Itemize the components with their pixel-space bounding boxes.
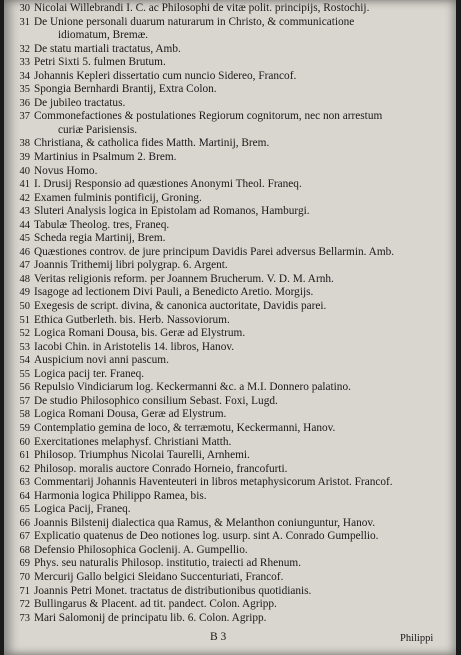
catalogue-entry-continuation [4,29,456,43]
entry-number: 32 [19,43,30,55]
entry-text: curiæ Parisiensis. [58,123,138,136]
entry-text: Johannis Kepleri dissertatio cum nuncio Sidereo, Francof. [34,69,297,82]
entry-number: 72 [19,599,30,611]
catalogue-entry [4,598,456,612]
entry-text: Nicolai Willebrandi I. C. ac Philosophi de vitæ polit. principijs, Rostochij. [34,2,370,14]
book-page [4,0,456,655]
entry-text: Explicatio quatenus de Deo notiones log. usurp. sint A. Conrado Gumpellio. [34,530,379,543]
catalogue-entry [4,110,456,124]
entry-number: 46 [19,246,30,258]
entry-text: Scheda regia Martinij, Brem. [34,232,166,245]
entry-number: 39 [19,152,30,164]
catalogue-entry [4,205,456,219]
entry-number: 30 [19,3,30,14]
entry-text: Spongia Bernhardi Brantij, Extra Colon. [34,83,217,96]
entry-text: Joannis Petri Monet. tractatus de distributionibus quotidianis. [34,584,312,597]
catalogue-entry [4,300,456,314]
entry-text: Mari Salomonij de principatu lib. 6. Colon. Agripp. [34,611,267,624]
entry-text: Repulsio Vindiciarum log. Keckermanni &c. a M.I. Donnero palatino. [34,381,351,394]
catalogue-entry [4,449,456,463]
entry-text: Examen fulminis pontificij, Groning. [34,191,202,204]
entry-text: De Unione personali duarum naturarum in Christo, & communicatione [34,15,355,28]
entry-number: 59 [19,422,30,434]
catalogue-entry [4,436,456,450]
catalogue-entry [4,70,456,84]
entry-text: Iacobi Chin. in Aristotelis 14. libros, Hanov. [34,340,235,353]
entry-number: 49 [19,287,30,299]
entry-number: 70 [19,571,30,583]
entry-number: 40 [19,165,30,177]
entry-number: 68 [19,544,30,556]
entry-text: Logica Romani Dousa, Geræ ad Elystrum. [34,408,227,421]
entry-text: Christiana, & catholica fides Matth. Martinij, Brem. [34,137,270,150]
entry-number: 62 [19,463,30,475]
entry-text: Exercitationes melaphysf. Christiani Matth. [34,435,232,448]
entry-number: 52 [19,328,30,340]
catalogue-entry [4,490,456,504]
entry-text: Commonefactiones & postulationes Regiorum cognitorum, nec non arrestum [34,110,383,123]
entry-number: 34 [19,70,30,82]
entry-number: 44 [19,219,30,231]
entry-text: Ethica Gutberleth. bis. Herb. Nassoviorum. [34,313,230,326]
entry-text: Tabulæ Theolog. tres, Franeq. [34,218,170,231]
catalogue-entry [4,612,456,626]
entry-text: De studio Philosophico consilium Sebast. Foxi, Lugd. [34,394,278,407]
entry-text: De statu martiali tractatus, Amb. [34,42,181,55]
catalogue-entry [4,314,456,328]
catalogue-entry-continuation [4,124,456,138]
entry-number: 48 [19,273,30,285]
catalogue-entry [4,192,456,206]
entry-number: 45 [19,233,30,245]
entry-text: Commentarij Johannis Haventeuteri in libros metaphysicorum Aristot. Francof. [34,476,393,489]
entry-text: Sluteri Analysis logica in Epistolam ad Romanos, Hamburgi. [34,205,310,218]
catalogue-entry [4,259,456,273]
entry-number: 66 [19,517,30,529]
catalogue-entry [4,503,456,517]
entry-text: Logica pacij ter. Franeq. [34,367,145,380]
entry-number: 57 [19,395,30,407]
entry-text: Petri Sixti 5. fulmen Brutum. [34,56,166,69]
entry-number: 31 [19,16,30,28]
entry-number: 43 [19,206,30,218]
catalogue-entry [4,327,456,341]
entry-text: Auspicium novi anni pascum. [34,354,169,367]
entry-number: 47 [19,260,30,272]
entry-number: 65 [19,504,30,516]
entry-number: 51 [19,314,30,326]
catalogue-entry [4,354,456,368]
entry-number: 55 [19,368,30,380]
catalogue-list [4,2,456,625]
catalogue-entry [4,178,456,192]
catalogue-entry [4,463,456,477]
entry-number: 63 [19,477,30,489]
entry-text: Exegesis de script. divina, & canonica auctoritate, Davidis parei. [34,300,327,313]
entry-text: Joannis Bilstenij dialectica qua Ramus, & Melanthon coniunguntur, Hanov. [34,516,376,529]
entry-text: Harmonia logica Philippo Ramea, bis. [34,489,207,502]
catalogue-entry [4,368,456,382]
entry-text: I. Drusij Responsio ad quæstiones Anonymi Theol. Franeq. [34,178,302,191]
entry-number: 35 [19,84,30,96]
catalogue-entry [4,530,456,544]
entry-text: Joannis Trithemij libri polygrap. 6. Argent. [34,259,228,272]
catalogue-entry [4,341,456,355]
entry-number: 60 [19,436,30,448]
entry-text: Novus Homo. [34,164,98,177]
entry-number: 69 [19,558,30,570]
entry-text: Philosop. Triumphus Nicolai Taurelli, Arnhemi. [34,449,250,462]
catalogue-entry [4,56,456,70]
catalogue-entry [4,219,456,233]
catalogue-entry [4,571,456,585]
catalogue-entry [4,585,456,599]
catalogue-entry [4,137,456,151]
entry-text: Contemplatio gemina de loco, & terræmotu, Keckermanni, Hanov. [34,421,336,434]
page-footer [4,631,456,651]
catalogue-entry [4,273,456,287]
entry-number: 54 [19,355,30,367]
signature-mark: B 3 [210,631,227,643]
entry-number: 67 [19,531,30,543]
entry-text: Veritas religionis reform. per Joannem Brucherum. V. D. M. Arnh. [34,272,334,285]
entry-text: Martinius in Psalmum 2. Brem. [34,151,177,164]
catalogue-entry [4,232,456,246]
entry-number: 36 [19,97,30,109]
catalogue-entry [4,2,456,16]
entry-text: Isagoge ad lectionem Divi Pauli, a Benedicto Aretio. Morgijs. [34,286,314,299]
entry-text: Philosop. moralis auctore Conrado Horneio, francofurti. [34,462,288,475]
entry-text: Bullingarus & Placent. ad tit. pandect. Colon. Agripp. [34,598,277,611]
entry-number: 71 [19,585,30,597]
entry-number: 56 [19,382,30,394]
entry-text: Logica Pacij, Franeq. [34,503,131,516]
catalogue-entry [4,286,456,300]
entry-number: 50 [19,301,30,313]
entry-number: 38 [19,138,30,150]
catalogue-entry [4,381,456,395]
entry-text: idiomatum, Bremæ. [58,29,149,42]
catalogue-entry [4,151,456,165]
catalogue-entry [4,422,456,436]
catalogue-entry [4,557,456,571]
entry-number: 73 [19,612,30,624]
catalogue-entry [4,517,456,531]
catchword: Philippi [400,633,434,644]
catalogue-entry [4,476,456,490]
catalogue-entry [4,83,456,97]
entry-text: Logica Romani Dousa, bis. Geræ ad Elystrum. [34,327,246,340]
entry-number: 37 [19,111,30,123]
catalogue-entry [4,43,456,57]
catalogue-entry [4,544,456,558]
catalogue-entry [4,408,456,422]
entry-text: Phys. seu naturalis Philosop. institutio, traiecti ad Rhenum. [34,557,302,570]
catalogue-entry [4,395,456,409]
catalogue-entry [4,16,456,30]
catalogue-entry [4,97,456,111]
entry-number: 61 [19,450,30,462]
entry-text: Defensio Philosophica Goclenij. A. Gumpellio. [34,543,248,556]
entry-text: Mercurij Gallo belgici Sleidano Succenturiati, Francof. [34,570,284,583]
entry-number: 42 [19,192,30,204]
entry-number: 41 [19,179,30,191]
entry-text: Quæstiones controv. de jure principum Davidis Parei adversus Bellarmin. Amb. [34,245,395,258]
entry-number: 64 [19,490,30,502]
catalogue-entry [4,165,456,179]
entry-number: 53 [19,341,30,353]
entry-text: De jubileo tractatus. [34,96,126,109]
catalogue-entry [4,246,456,260]
entry-number: 33 [19,57,30,69]
entry-number: 58 [19,409,30,421]
